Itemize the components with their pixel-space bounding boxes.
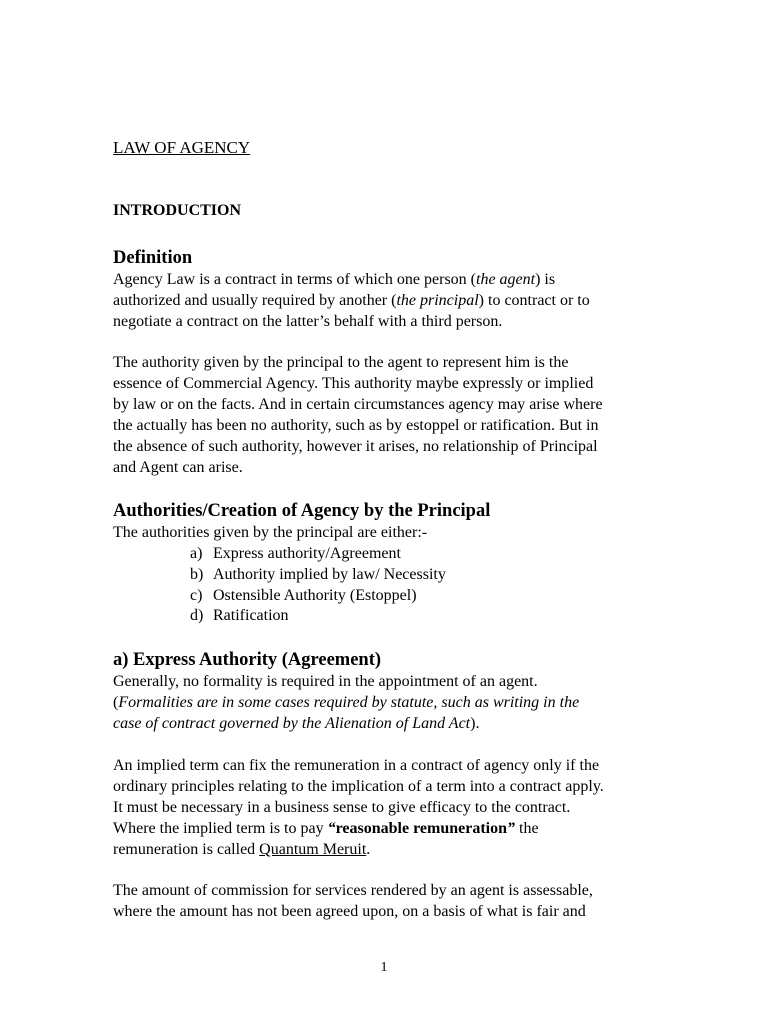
authority-paragraph-line: the absence of such authority, however it arises, no relationship of Principal: [113, 438, 598, 455]
remuneration-paragraph-line: Where the implied term is to pay “reasonable remuneration” the: [113, 820, 539, 837]
authorities-heading: Authorities/Creation of Agency by the Principal: [113, 501, 491, 521]
remuneration-paragraph-line: It must be necessary in a business sense to give efficacy to the contract.: [113, 799, 571, 816]
authority-paragraph-line: by law or on the facts. And in certain circumstances agency may arise where: [113, 396, 603, 413]
list-marker: d): [190, 607, 204, 624]
page-number: 1: [380, 960, 388, 975]
list-marker: b): [190, 566, 204, 583]
express-paragraph-line: Generally, no formality is required in the appointment of an agent.: [113, 673, 538, 690]
remuneration-paragraph-line: ordinary principles relating to the implication of a term into a contract apply.: [113, 778, 604, 795]
definition-paragraph-line: authorized and usually required by another (the principal) to contract or to: [113, 292, 590, 309]
authorities-intro: The authorities given by the principal are either:-: [113, 524, 428, 541]
definition-heading: Definition: [113, 248, 193, 268]
express-paragraph-line: (Formalities are in some cases required by statute, such as writing in the: [113, 694, 580, 711]
reasonable-remuneration-term: reasonable remuneration: [335, 820, 508, 837]
express-paragraph-line: case of contract governed by the Alienation of Land Act).: [113, 715, 480, 732]
authority-paragraph-line: The authority given by the principal to the agent to represent him is the: [113, 354, 569, 371]
list-item-text: Authority implied by law/ Necessity: [213, 566, 446, 583]
list-marker: c): [190, 587, 203, 604]
authority-paragraph-line: essence of Commercial Agency. This authority maybe expressly or implied: [113, 375, 594, 392]
definition-paragraph-line: negotiate a contract on the latter’s behalf with a third person.: [113, 313, 503, 330]
list-item-text: Ostensible Authority (Estoppel): [213, 587, 417, 604]
remuneration-paragraph-line: remuneration is called Quantum Meruit.: [113, 841, 371, 858]
quantum-meruit-term: Quantum Meruit: [259, 841, 367, 858]
document-title: LAW OF AGENCY: [113, 138, 251, 157]
remuneration-paragraph-line: An implied term can fix the remuneration in a contract of agency only if the: [113, 757, 600, 774]
definition-paragraph-line: Agency Law is a contract in terms of which one person (the agent) is: [113, 271, 556, 288]
list-item: [190, 564, 446, 585]
list-marker: a): [190, 545, 203, 562]
introduction-heading: INTRODUCTION: [113, 202, 242, 219]
list-item: [190, 543, 401, 564]
commission-paragraph-line: The amount of commission for services rendered by an agent is assessable,: [113, 882, 593, 899]
authority-paragraph-line: and Agent can arise.: [113, 459, 243, 476]
list-item-text: Ratification: [213, 607, 289, 624]
commission-paragraph-line: where the amount has not been agreed upon, on a basis of what is fair and: [113, 903, 586, 920]
authority-paragraph-line: the actually has been no authority, such as by estoppel or ratification. But in: [113, 417, 599, 434]
list-item: [190, 605, 289, 626]
list-item-text: Express authority/Agreement: [213, 545, 401, 562]
express-authority-heading: a) Express Authority (Agreement): [113, 650, 382, 670]
list-item: [190, 585, 417, 606]
